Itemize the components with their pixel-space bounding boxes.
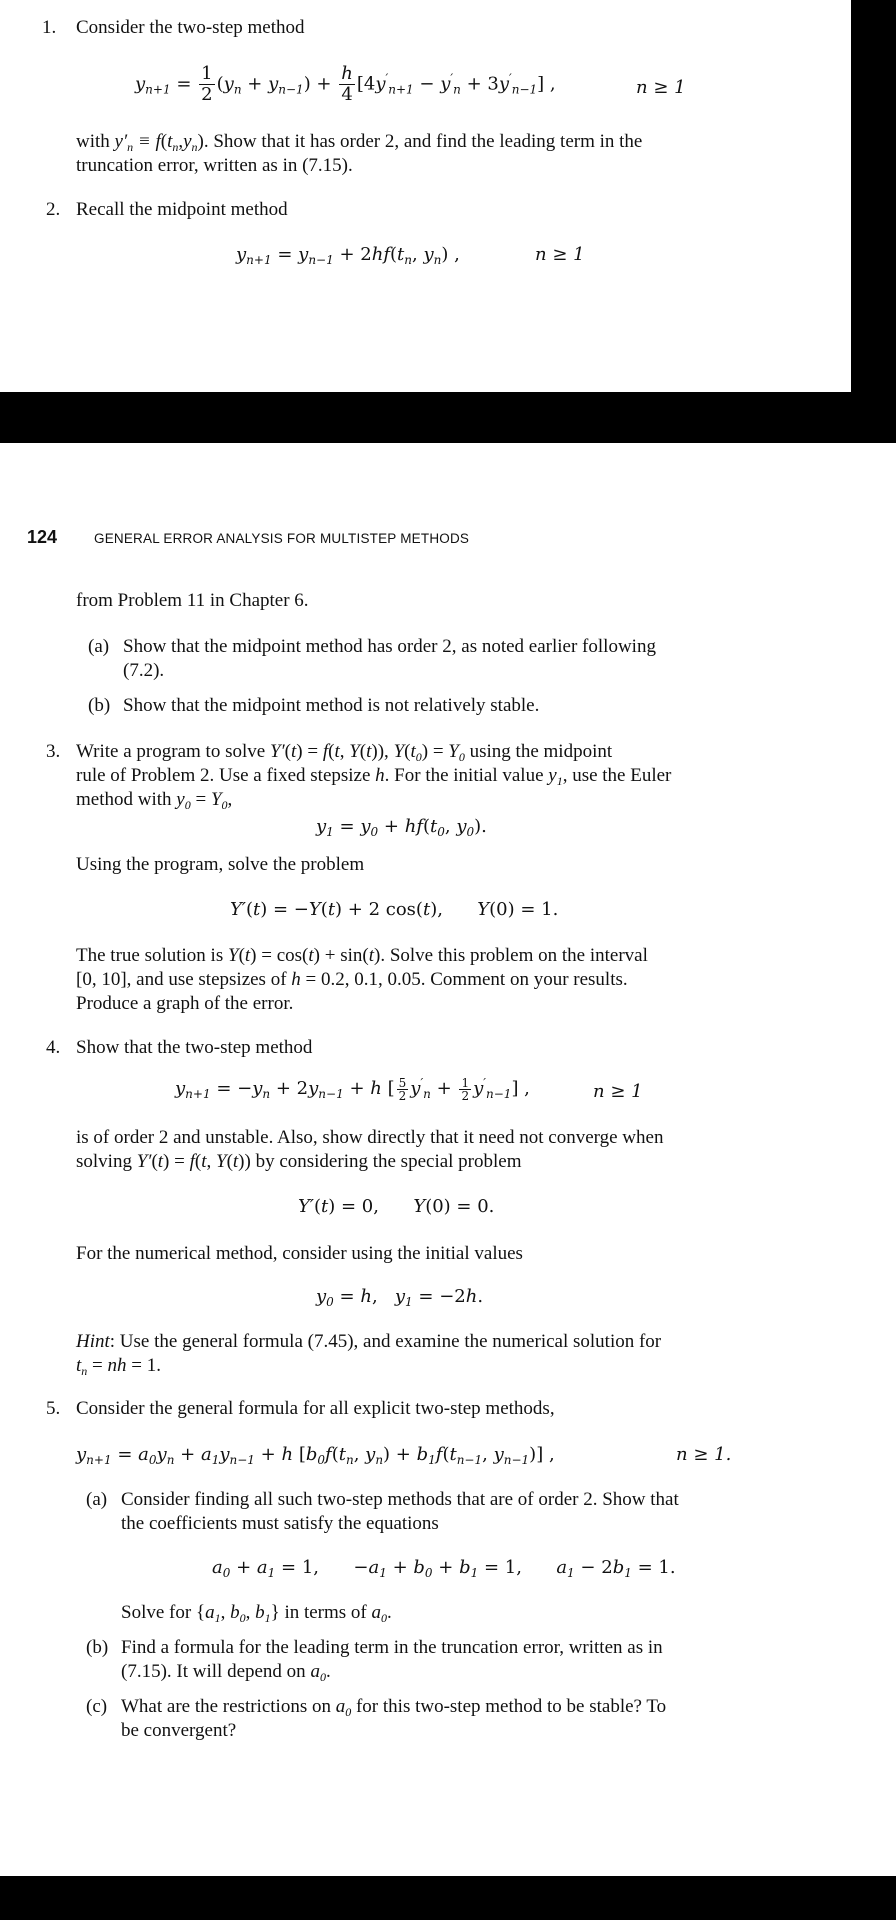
problem-2-number: 2. (46, 199, 61, 220)
p4-intro: Show that the two-step method (76, 1037, 313, 1058)
problem-3-number: 3. (46, 741, 61, 762)
p4-l2a: solving (76, 1151, 132, 1172)
problem-4-number: 4. (46, 1037, 61, 1058)
p4-condition: n ≥ 1 (593, 1081, 643, 1102)
p4-line2: solving Y′(t) = f(t, Y(t)) by considering the special problem (76, 1151, 522, 1172)
p4-l2b: by considering the special problem (255, 1151, 522, 1172)
p4-equation: $y_{n+1} = -y_n + 2y_{n-1} + h$ [ $\frac{5}{2}$ $y'_n$ + $\frac{1}{2}$ $y'_{n-1}$] , (175, 1075, 530, 1103)
p2b-text: Show that the midpoint method is not relatively stable. (123, 695, 540, 716)
p3-interval: [0, 10], and use stepsizes of (76, 969, 287, 990)
running-title: GENERAL ERROR ANALYSIS FOR MULTISTEP METHODS (94, 531, 470, 546)
p4-hint-line1 (76, 1330, 661, 1354)
problem-1-intro: Consider the two-step method (76, 17, 305, 38)
p3-line3: method with $y_0 = Y_0$, (76, 789, 233, 812)
p2a-line2: (7.2). (123, 660, 165, 681)
p5c-l1b: for this two-step method to be stable? To (355, 1696, 667, 1717)
p3-l2c: , use the Euler (562, 765, 672, 786)
p3-true-line: The true solution is Y(t) = cos(t) + sin(t). Solve this problem on the interval (76, 945, 648, 966)
p4-hint-label: Hint (76, 1331, 110, 1352)
page-number: 124 (27, 527, 58, 547)
p2a-label: (a) (88, 636, 110, 657)
problem-2-condition: n ≥ 1 (535, 244, 585, 265)
problem-1-number: 1. (42, 17, 57, 38)
p5a-line2: the coefficients must satisfy the equations (121, 1513, 439, 1534)
p4-init-text: For the numerical method, consider using the initial values (76, 1243, 523, 1264)
p3-interval-line: [0, 10], and use stepsizes of h = 0.2, 0.1, 0.05. Comment on your results. (76, 969, 628, 990)
euler-equation: $y_1 = y_0 + hf(t_0$, $y_0$). (316, 816, 487, 839)
p5b-l2a: (7.15). It will depend on (121, 1661, 306, 1682)
scan-border-bottom (0, 1876, 896, 1920)
p4-line1: is of order 2 and unstable. Also, show directly that it need not converge when (76, 1127, 664, 1148)
p4-hint-line2: $t_n$ = nh = 1. (76, 1355, 161, 1378)
p3-using: Using the program, solve the problem (76, 854, 365, 875)
p5-general-formula: $y_{n+1} = a_0y_n + a_1y_{n-1} + h$ [$b_0f(t_n$, $y_n) + b_1f(t_{n-1}$, $y_{n-1}$)] , (76, 1444, 555, 1467)
p3-stepsizes: = 0.2, 0.1, 0.05. Comment on your results. (305, 969, 628, 990)
p1-show: . Show that it has order 2, and find the leading term in the (203, 131, 643, 152)
p3-graph: Produce a graph of the error. (76, 993, 294, 1014)
p5a-label: (a) (86, 1489, 108, 1510)
problem-5-number: 5. (46, 1398, 61, 1419)
test-problem-equation: Y′(t) = −Y(t) + 2 cos(t), Y(0) = 1. (230, 899, 559, 920)
p5a-solve-a: Solve for (121, 1602, 192, 1623)
p5-intro: Consider the general formula for all explicit two-step methods, (76, 1398, 555, 1419)
p5a-solve-b: in terms of (284, 1602, 367, 1623)
p5a-line1: Consider finding all such two-step methods that are of order 2. Show that (121, 1489, 679, 1510)
problem-1-condition: n ≥ 1 (636, 77, 686, 98)
p3-l1a: Write a program to solve (76, 741, 266, 762)
p5c-line1: What are the restrictions on $a_0$ for this two-step method to be stable? To (121, 1696, 667, 1719)
p5a-coefficient-equations: $a_0 + a_1 = 1$, $-a_1 + b_0 + b_1 = 1$, $a_1 - 2b_1 = 1$. (212, 1557, 676, 1580)
p5b-line1: Find a formula for the leading term in the truncation error, written as in (121, 1637, 663, 1658)
p3-true-b: . Solve this problem on the interval (380, 945, 648, 966)
problem-1-equation: $y_{n+1}$ = $\frac{1}{2}$ $(y_n + y_{n-1})$ + $\frac{h}{4}$ $[4y'_{n+1} - y'_n + 3y'_{n-1}]$ , (135, 63, 556, 105)
p2b-label: (b) (88, 695, 111, 716)
p5c-label: (c) (86, 1696, 108, 1717)
p3-l2: rule of Problem 2. Use a fixed stepsize (76, 765, 371, 786)
p5a-solve: Solve for {$a_1$, $b_0$, $b_1$} in terms of $a_0$. (121, 1602, 392, 1625)
midpoint-equation: $y_{n+1} = y_{n-1} + 2hf(t_n$, $y_n$) , (236, 244, 460, 267)
p4-hint: : Use the general formula (7.45), and examine the numerical solution for (109, 1331, 662, 1352)
p3-true-a: The true solution is (76, 945, 224, 966)
p4-initial-values: $y_0 = h$, $y_1 = -2h$. (316, 1286, 484, 1309)
p5-condition: n ≥ 1. (676, 1444, 732, 1465)
problem-2-intro: Recall the midpoint method (76, 199, 288, 220)
p5b-label: (b) (86, 1637, 109, 1658)
p3-l1b: using the midpoint (469, 741, 613, 762)
problem-2-continued: from Problem 11 in Chapter 6. (76, 590, 309, 611)
p3-l2b: . For the initial value (384, 765, 544, 786)
problem-1-text-line2: truncation error, written as in (7.15). (76, 155, 353, 176)
problem-1-text-line1: with $y'_n \equiv f(t_n,y_n)$. Show that it has order 2, and find the leading term in the (76, 131, 643, 154)
p3-l3: method with (76, 789, 172, 810)
p5b-line2: (7.15). It will depend on $a_0$. (121, 1661, 331, 1684)
p2a-line1: Show that the midpoint method has order 2, as noted earlier following (123, 636, 656, 657)
p5c-l1: What are the restrictions on (121, 1696, 331, 1717)
scan-border-right (851, 0, 896, 443)
scan-border-band (0, 392, 896, 443)
p1-with: with (76, 131, 110, 152)
p3-line1: Write a program to solve Y′(t) = f(t, Y(t)), $Y(t_0) = Y_0$ using the midpoint (76, 741, 613, 764)
p5c-line2: be convergent? (121, 1720, 237, 1741)
p4-special-problem: Y′(t) = 0, Y(0) = 0. (298, 1196, 495, 1217)
p3-line2: rule of Problem 2. Use a fixed stepsize h. For the initial value $y_1$, use the Euler (76, 765, 672, 788)
upper-page (0, 0, 851, 392)
